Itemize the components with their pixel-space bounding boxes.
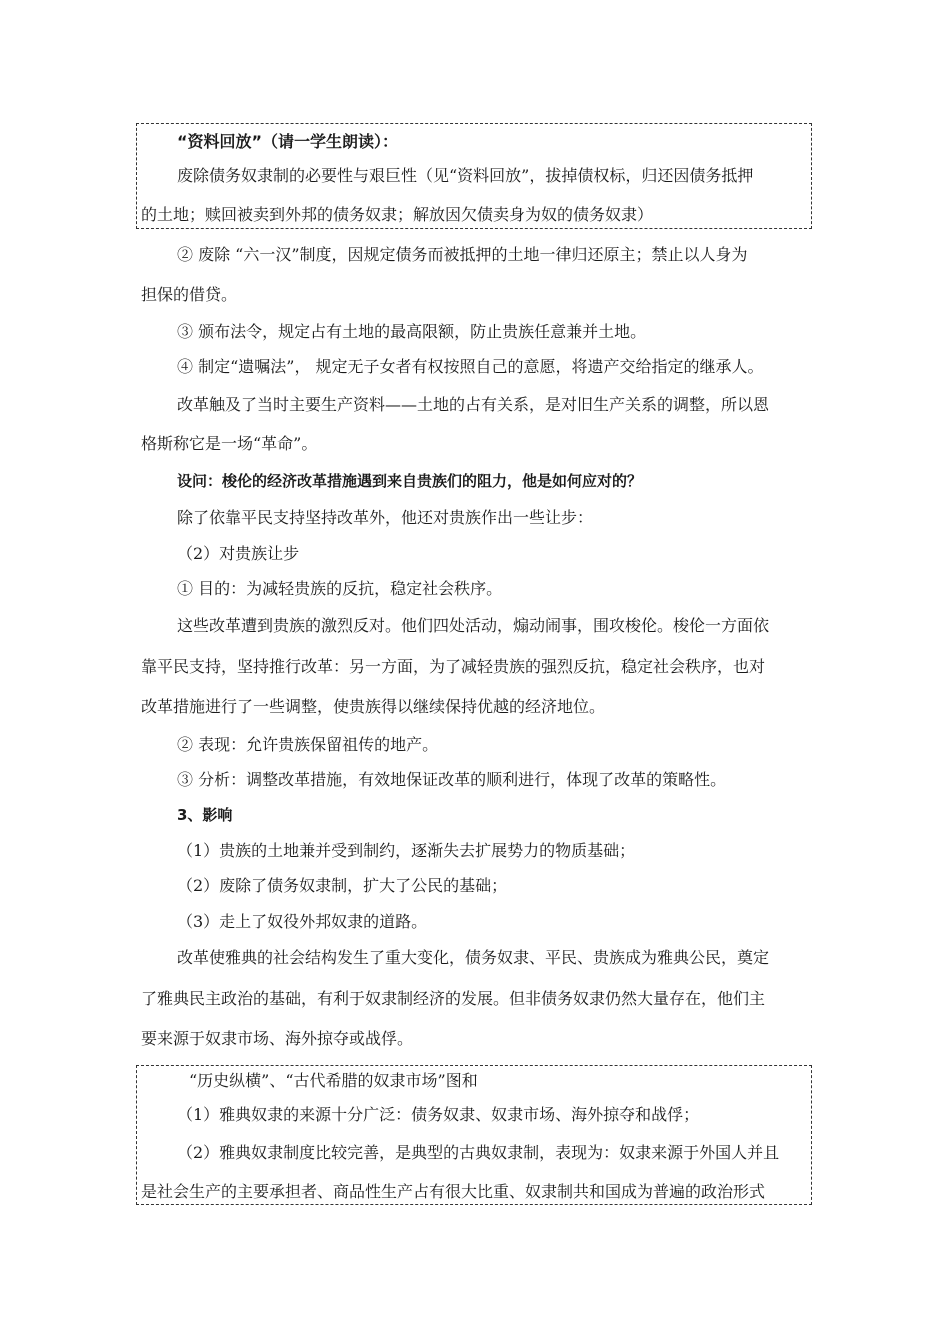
history-panorama-line: 是社会生产的主要承担者、商品性生产占有很大比重、奴隶制共和国成为普遍的政治形式: [141, 1182, 766, 1201]
body-paragraph: 要来源于奴隶市场、海外掠夺或战俘。: [141, 1029, 414, 1048]
body-paragraph: 了雅典民主政治的基础，有利于奴隶制经济的发展。但非债务奴隶仍然大量存在，他们主: [141, 989, 766, 1008]
list-item: （1）贵族的土地兼并受到制约，逐渐失去扩展势力的物质基础；: [177, 841, 636, 860]
history-panorama-line: （1）雅典奴隶的来源十分广泛：债务奴隶、奴隶市场、海外掠夺和战俘；: [177, 1105, 700, 1124]
section-heading: 3、影响: [177, 806, 233, 824]
material-review-line: 废除债务奴隶制的必要性与艰巨性（见“资料回放”，拔掉债权标，归还因债务抵押: [177, 166, 754, 185]
history-panorama-heading: “历史纵横”、“古代希腊的奴隶市场”图和: [189, 1071, 478, 1090]
body-paragraph: ② 表现：允许贵族保留祖传的地产。: [177, 735, 439, 754]
question-heading: 设问：梭伦的经济改革措施遇到来自贵族们的阻力，他是如何应对的？: [177, 472, 643, 490]
body-paragraph: ② 废除 “六一汉”制度，因规定债务而被抵押的土地一律归还原主；禁止以人身为: [177, 245, 748, 264]
body-paragraph: （2）对贵族让步: [177, 544, 300, 563]
body-paragraph: 改革触及了当时主要生产资料——土地的占有关系，是对旧生产关系的调整，所以恩: [177, 395, 770, 414]
body-paragraph: 格斯称它是一场“革命”。: [141, 434, 318, 453]
body-paragraph: 这些改革遭到贵族的激烈反对。他们四处活动，煽动闹事，围攻梭伦。梭伦一方面依: [177, 616, 770, 635]
material-review-line: 的土地；赎回被卖到外邦的债务奴隶；解放因欠债卖身为奴的债务奴隶）: [141, 205, 654, 224]
history-panorama-line: （2）雅典奴隶制度比较完善，是典型的古典奴隶制，表现为：奴隶来源于外国人并且: [177, 1143, 780, 1162]
body-paragraph: ① 目的：为减轻贵族的反抗，稳定社会秩序。: [177, 579, 503, 598]
body-paragraph: ③ 颁布法令，规定占有土地的最高限额，防止贵族任意兼并土地。: [177, 322, 647, 341]
body-paragraph: 除了依靠平民支持坚持改革外，他还对贵族作出一些让步：: [177, 508, 594, 527]
body-paragraph: 担保的借贷。: [141, 285, 238, 304]
body-paragraph: ④ 制定“遗嘱法”， 规定无子女者有权按照自己的意愿，将遗产交给指定的继承人。: [177, 357, 764, 376]
body-paragraph: 改革使雅典的社会结构发生了重大变化，债务奴隶、平民、贵族成为雅典公民，奠定: [177, 948, 770, 967]
body-paragraph: 改革措施进行了一些调整，使贵族得以继续保持优越的经济地位。: [141, 697, 606, 716]
body-paragraph: 靠平民支持，坚持推行改革：另一方面，为了减轻贵族的强烈反抗，稳定社会秩序，也对: [141, 657, 766, 676]
list-item: （2）废除了债务奴隶制，扩大了公民的基础；: [177, 876, 508, 895]
body-paragraph: ③ 分析：调整改革措施，有效地保证改革的顺利进行，体现了改革的策略性。: [177, 770, 727, 789]
list-item: （3）走上了奴役外邦奴隶的道路。: [177, 912, 428, 931]
material-review-heading: “资料回放”（请一学生朗读）：: [177, 132, 399, 151]
